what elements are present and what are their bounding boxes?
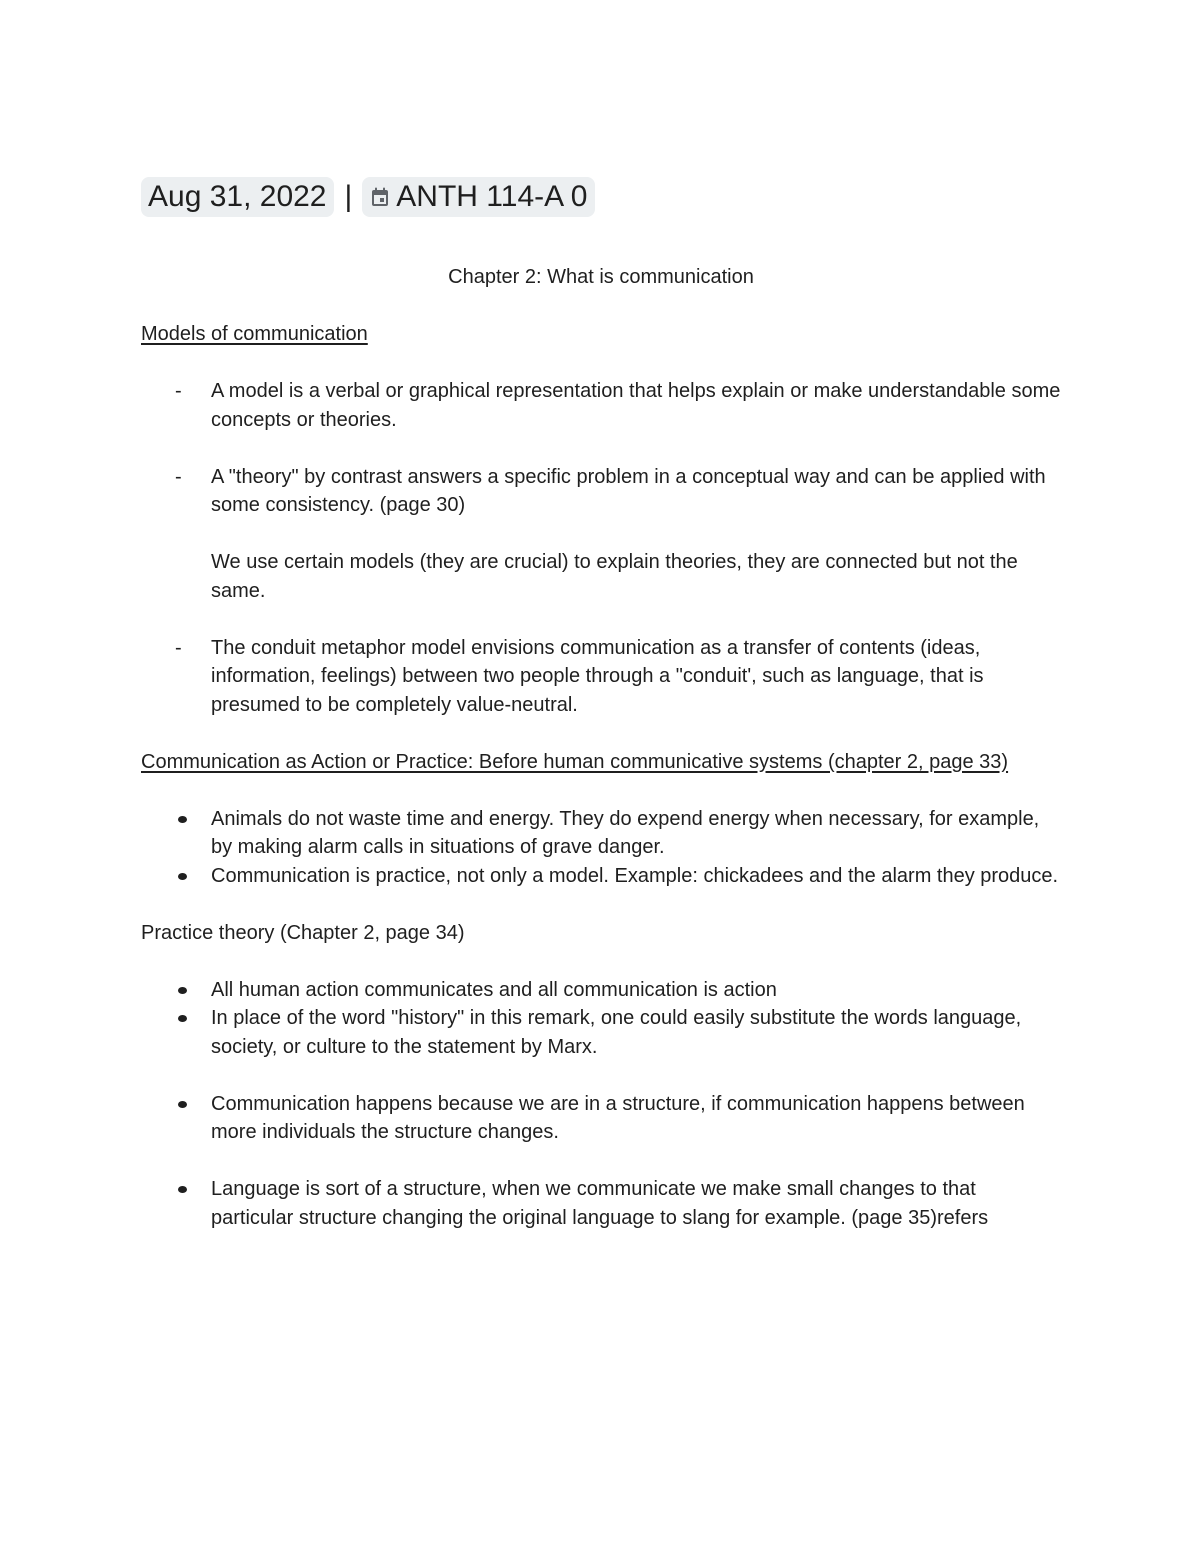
list-item-text: The conduit metaphor model envisions communication as a transfer of contents (ideas, information, feelings) between two people through a "conduit', such as language, that is presumed to be completely value-neutral. [211, 636, 984, 716]
list-item [141, 1090, 1061, 1147]
document-page [141, 176, 1061, 1232]
list-item-followup: We use certain models (they are crucial) to explain theories, they are connected but not the same. [211, 551, 1018, 602]
section-heading-models: Models of communication [141, 323, 368, 345]
list-item-text: Language is sort of a structure, when we communicate we make small changes to that particular structure changing the original language to slang for example. (page 35)refers [211, 1178, 989, 1229]
calendar-event-chip[interactable] [362, 177, 594, 217]
bullet-marker [178, 873, 187, 880]
action-bullet-list [141, 805, 1061, 891]
bullet-marker [178, 1186, 187, 1193]
list-item-text: Animals do not waste time and energy. They do expend energy when necessary, for example, by making alarm calls in situations of grave danger. [211, 807, 1040, 858]
calendar-icon [371, 187, 389, 207]
bullet-marker [178, 816, 187, 823]
date-text: Aug 31, 2022 [148, 180, 327, 213]
list-item-text: Communication happens because we are in a structure, if communication happens between more individuals the structure changes. [211, 1092, 1025, 1143]
dash-marker: - [175, 380, 182, 402]
list-item [141, 377, 1061, 434]
header-row [141, 176, 1061, 218]
list-item [141, 463, 1061, 520]
list-item [141, 634, 1061, 720]
dash-marker: - [175, 636, 182, 659]
list-item-text: All human action communicates and all communication is action [211, 978, 777, 1001]
dash-marker: - [175, 465, 182, 488]
event-title-text: ANTH 114-A 0 [396, 180, 588, 213]
section-heading-practice-theory: Practice theory (Chapter 2, page 34) [141, 921, 465, 944]
practice-bullet-list [141, 976, 1061, 1233]
list-item-text: Communication is practice, not only a model. Example: chickadees and the alarm they produce. [211, 864, 1059, 887]
header-separator: | [344, 180, 353, 213]
list-item-text: In place of the word "history" in this remark, one could easily substitute the words language, society, or culture to the statement by Marx. [211, 1007, 1022, 1058]
models-dash-list [141, 377, 1061, 719]
list-item [141, 1004, 1061, 1061]
date-chip[interactable] [141, 177, 334, 217]
list-item [141, 976, 1061, 1005]
list-item [141, 1175, 1061, 1232]
list-item [141, 862, 1061, 891]
list-item-text: A "theory" by contrast answers a specific problem in a conceptual way and can be applied with some consistency. (page 30) [211, 465, 1046, 516]
list-item-text: A model is a verbal or graphical representation that helps explain or make understandable some concepts or theories. [211, 380, 1061, 431]
bullet-marker [178, 987, 187, 994]
chapter-title: Chapter 2: What is communication [448, 266, 754, 288]
bullet-marker [178, 1015, 187, 1022]
bullet-marker [178, 1101, 187, 1108]
list-item [141, 805, 1061, 862]
section-heading-action-practice: Communication as Action or Practice: Before human communicative systems (chapter 2, page 33) [141, 750, 1009, 773]
